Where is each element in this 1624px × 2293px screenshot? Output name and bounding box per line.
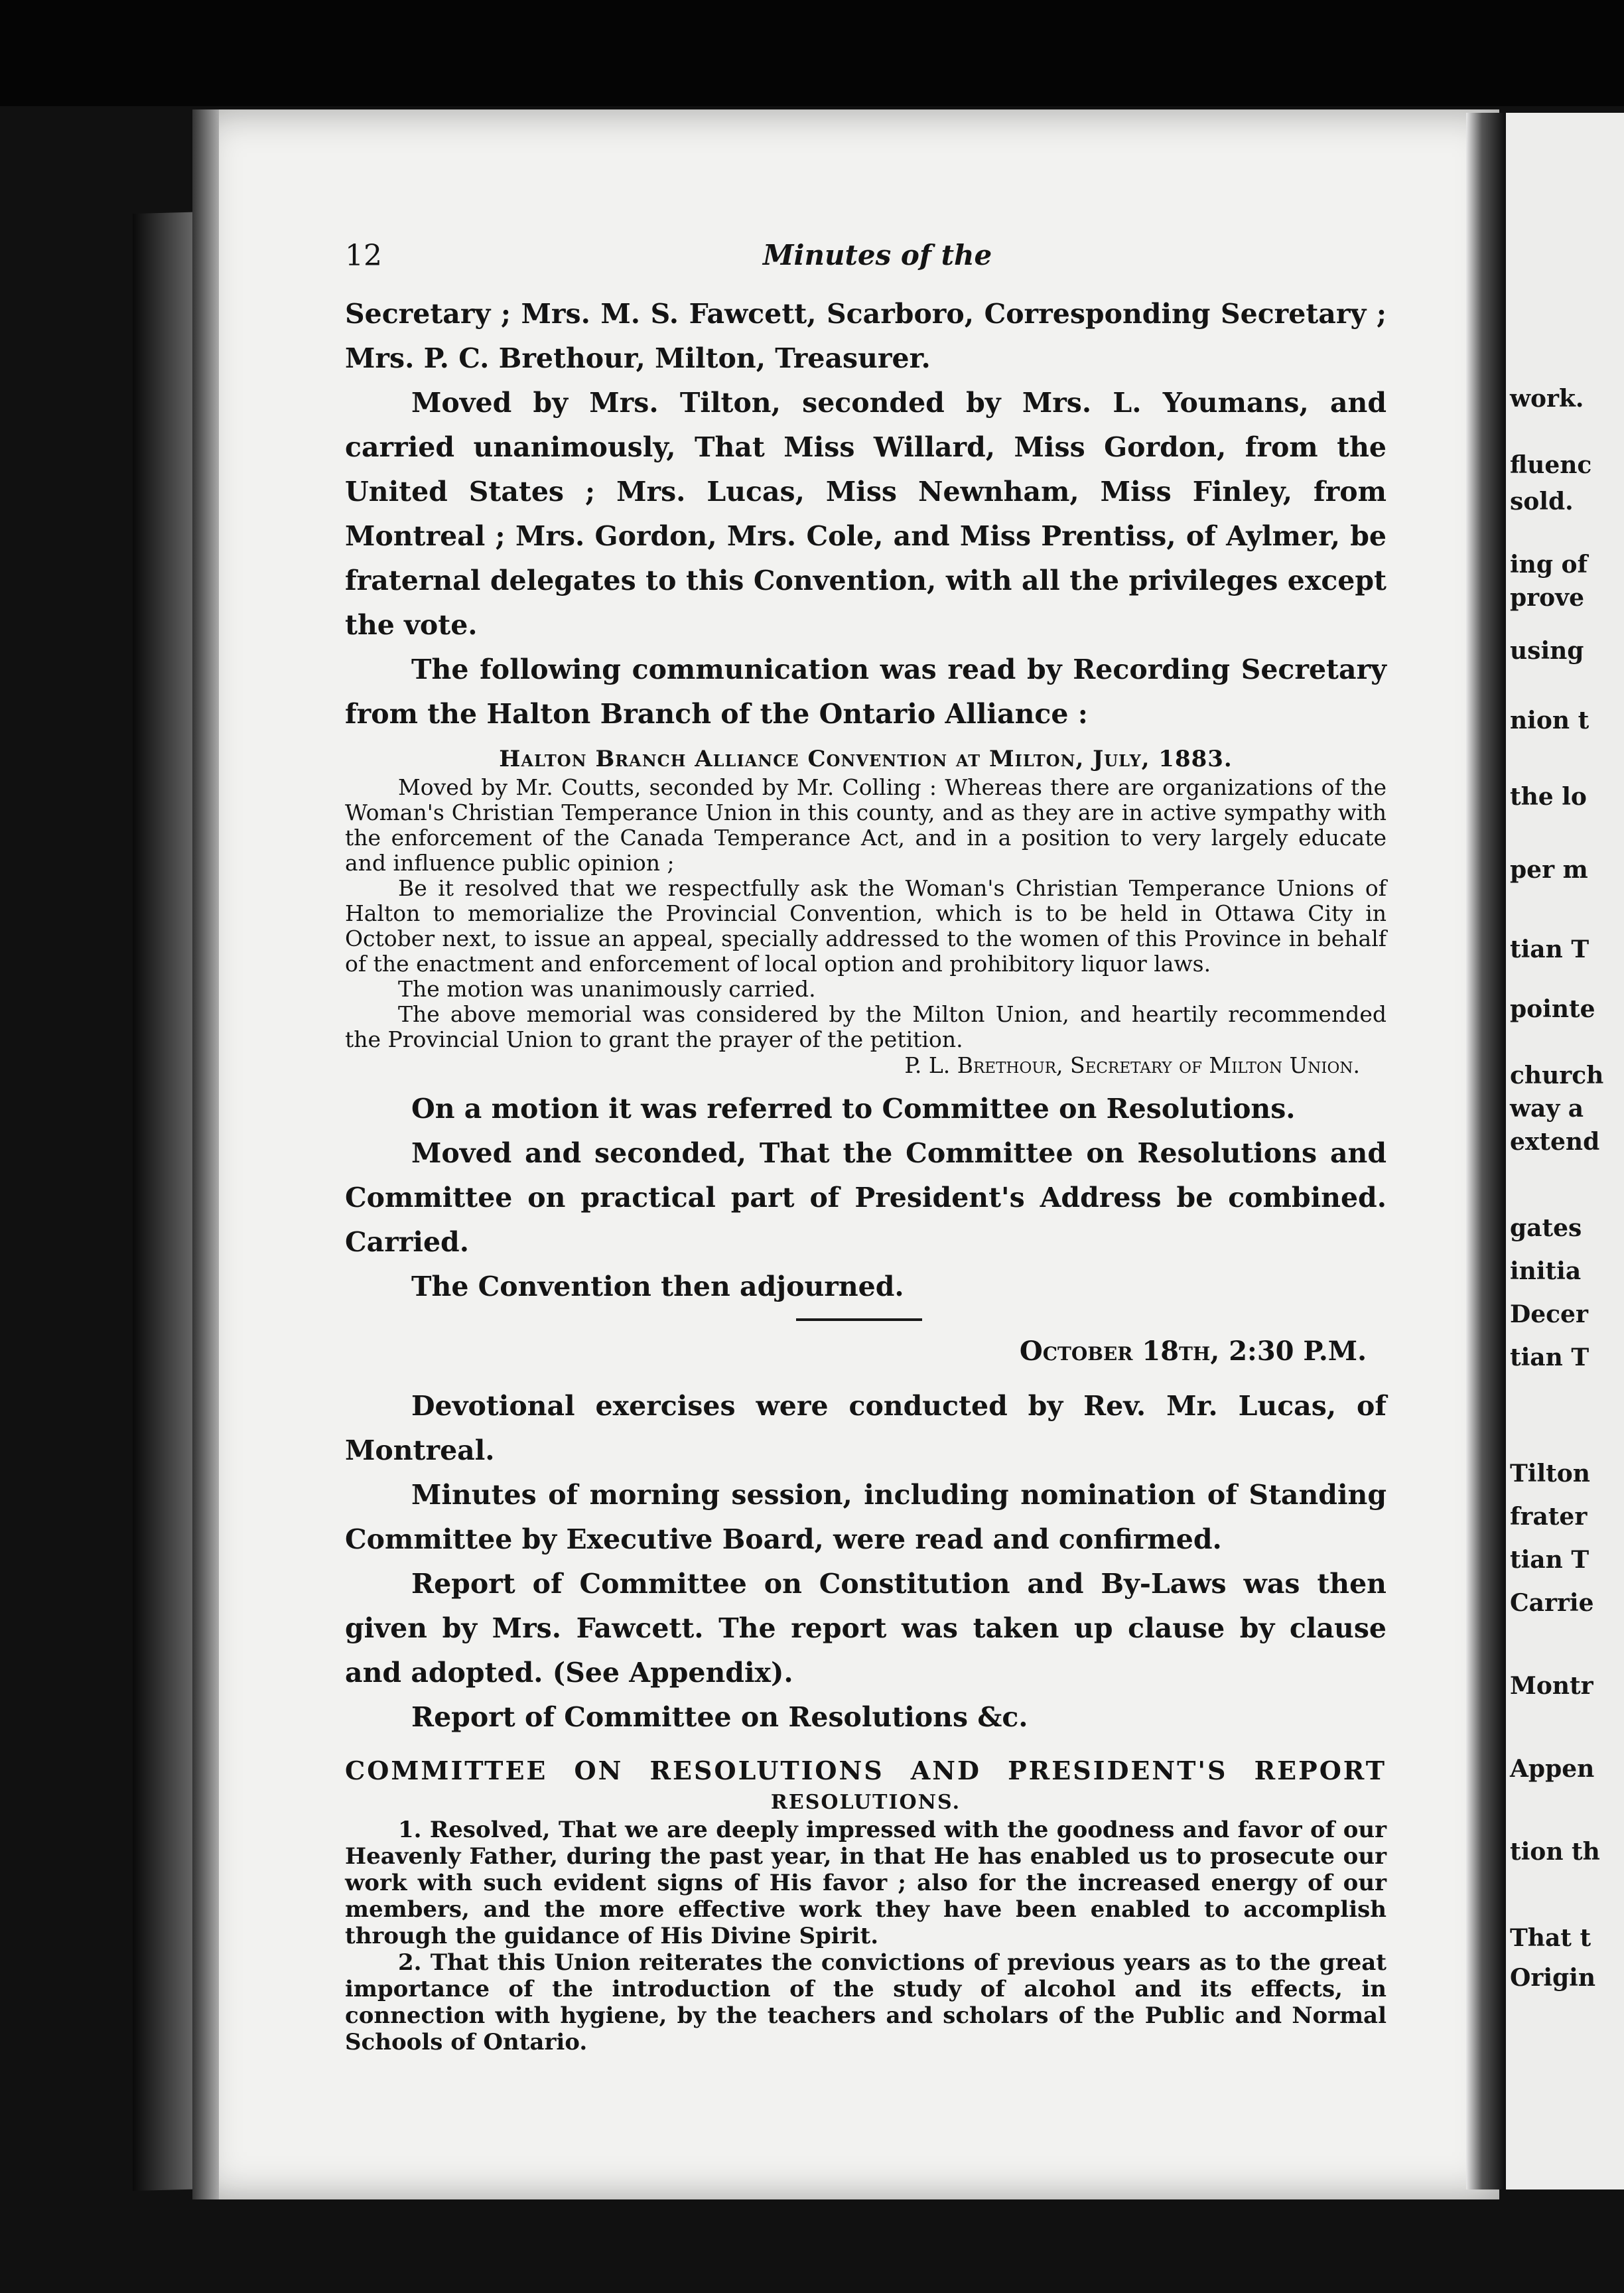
resolution: 2. That this Union reiterates the convictions of previous years as to the great importance of the introduction of the study of alcohol and its effects, in connection with hygiene, by the teachers and scholars of the Public and Normal Schools of Ontario. bbox=[345, 1949, 1387, 2055]
facing-fragment: tion th bbox=[1510, 1838, 1600, 1866]
facing-fragment: sold. bbox=[1510, 488, 1574, 516]
facing-fragment: gates bbox=[1510, 1214, 1582, 1242]
resolutions-subheading: RESOLUTIONS. bbox=[770, 1791, 961, 1814]
paragraph: The following communication was read by Recording Secretary from the Halton Branch of the Ontario Alliance : bbox=[345, 654, 1387, 730]
facing-fragment: ing of bbox=[1510, 551, 1588, 579]
page-text bbox=[345, 239, 1387, 2055]
facing-fragment: way a bbox=[1510, 1095, 1584, 1123]
facing-fragment: Montr bbox=[1510, 1672, 1593, 1700]
paragraph: Moved and seconded, That the Committee on Resolutions and Committee on practical part of President's Address be combined. Carried. bbox=[345, 1137, 1387, 1258]
paragraph: Report of Committee on Resolutions &c. bbox=[411, 1701, 1028, 1733]
paragraph: Secretary ; Mrs. M. S. Fawcett, Scarboro, Corresponding Secretary ; Mrs. P. C. Brethour, Milton, Treasurer. bbox=[345, 298, 1387, 374]
facing-fragment: per m bbox=[1510, 856, 1588, 884]
facing-fragment: Tilton bbox=[1510, 1460, 1590, 1488]
facing-fragment: extend bbox=[1510, 1128, 1600, 1156]
facing-fragment: the lo bbox=[1510, 783, 1587, 811]
resolution: 1. Resolved, That we are deeply impressed with the goodness and favor of our Heavenly Father, during the past year, in that He has enabled us to prosecute our work with such evident signs of His favor ; also for the increased energy of our members, and the more effective work they have been enabled to accomplish through the guidance of His Divine Spirit. bbox=[345, 1817, 1387, 1949]
facing-fragment: Appen bbox=[1510, 1755, 1595, 1783]
memorial-heading: Halton Branch Alliance Convention at Milton, July, 1883. bbox=[499, 746, 1233, 772]
section-divider bbox=[345, 1309, 1387, 1336]
book-gutter bbox=[1466, 113, 1506, 2189]
facing-fragment: frater bbox=[1510, 1503, 1588, 1531]
facing-fragment: Origin bbox=[1510, 1964, 1596, 1992]
facing-fragment: Decer bbox=[1510, 1300, 1588, 1328]
facing-fragment: tian T bbox=[1510, 1546, 1590, 1574]
paragraph: The Convention then adjourned. bbox=[411, 1271, 904, 1302]
paragraph: On a motion it was referred to Committee on Resolutions. bbox=[411, 1093, 1296, 1125]
facing-fragment: initia bbox=[1510, 1257, 1582, 1285]
page-left-edge bbox=[192, 109, 219, 2199]
memorial-paragraph: Be it resolved that we respectfully ask the Woman's Christian Temperance Unions of Halton to memorialize the Provincial Convention, which is to be held in Ottawa City in October next, to issue an appeal, specially addressed to the women of this Province in behalf of the enactment and enforcement of local option and prohibitory liquor laws. bbox=[345, 875, 1387, 977]
paragraph: Minutes of morning session, including nomination of Standing Committee by Executive Board, were read and confirmed. bbox=[345, 1479, 1387, 1555]
committee-heading: COMMITTEE ON RESOLUTIONS AND PRESIDENT'S REPORT bbox=[345, 1756, 1387, 1785]
paragraph: Moved by Mrs. Tilton, seconded by Mrs. L. Youmans, and carried unanimously, That Miss Willard, Miss Gordon, from the United States ; Mrs. Lucas, Miss Newnham, Miss Finley, from Montreal ; Mrs. Gordon, Mrs. Cole, and Miss Prentiss, of Aylmer, be fraternal delegates to this Convention, with all the privileges except the vote. bbox=[345, 387, 1387, 641]
facing-fragment: work. bbox=[1510, 385, 1584, 413]
paragraph: Devotional exercises were conducted by Rev. Mr. Lucas, of Montreal. bbox=[345, 1390, 1387, 1466]
facing-fragment: tian T bbox=[1510, 936, 1590, 963]
film-border bbox=[0, 0, 1624, 106]
facing-fragment: That t bbox=[1510, 1924, 1591, 1952]
facing-fragment: church bbox=[1510, 1062, 1604, 1089]
facing-fragment: tian T bbox=[1510, 1344, 1590, 1371]
memorial-paragraph: The above memorial was considered by the Milton Union, and heartily recommended the Provincial Union to grant the prayer of the petition. bbox=[345, 1001, 1387, 1052]
facing-fragment: fluenc bbox=[1510, 451, 1592, 479]
facing-page bbox=[1506, 113, 1624, 2189]
session-date: October 18th, 2:30 P.M. bbox=[1019, 1336, 1367, 1367]
facing-fragment: using bbox=[1510, 637, 1584, 665]
facing-fragment: nion t bbox=[1510, 707, 1590, 734]
memorial-paragraph: The motion was unanimously carried. bbox=[398, 976, 816, 1002]
divider-rule bbox=[796, 1318, 922, 1321]
facing-fragment: pointe bbox=[1510, 995, 1595, 1023]
facing-fragment: Carrie bbox=[1510, 1589, 1594, 1617]
running-head bbox=[345, 239, 1387, 292]
facing-fragment: prove bbox=[1510, 584, 1584, 612]
memorial-paragraph: Moved by Mr. Coutts, seconded by Mr. Colling : Whereas there are organizations of the Woman's Christian Temperance Union in this county, and as they are in active sympathy with the enforcement of the Canada Temperance Act, and in a position to very largely educate and influence public opinion ; bbox=[345, 774, 1387, 876]
running-title: Minutes of the bbox=[763, 239, 992, 271]
page-number: 12 bbox=[345, 239, 382, 273]
memorial-signature: P. L. Brethour, Secretary of Milton Union. bbox=[904, 1052, 1360, 1078]
paragraph: Report of Committee on Constitution and By-Laws was then given by Mrs. Fawcett. The report was taken up clause by clause and adopted. (See Appendix). bbox=[345, 1568, 1387, 1689]
